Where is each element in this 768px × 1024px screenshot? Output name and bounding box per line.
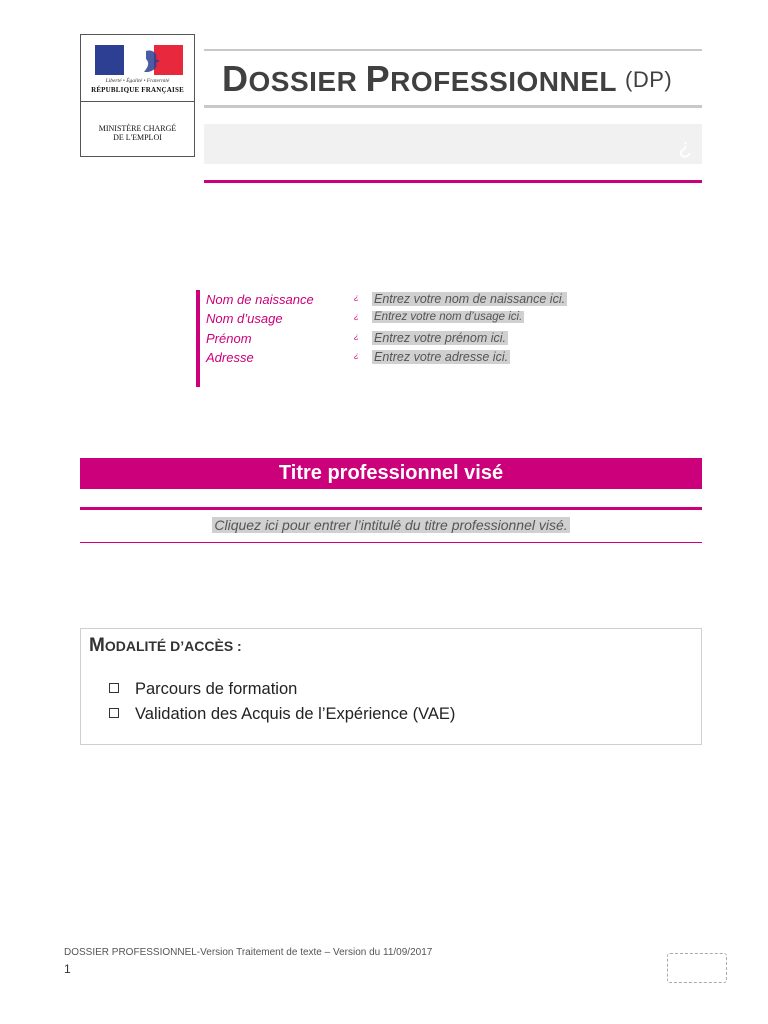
modalite-box (80, 628, 702, 745)
identity-row-nom-usage (206, 311, 606, 331)
title-initial-p: P (365, 58, 391, 99)
title-initial-d: D (222, 58, 249, 99)
option-parcours-formation[interactable] (109, 680, 297, 702)
label-nom-naissance: Nom de naissance (206, 292, 314, 307)
identity-row-nom-naissance (206, 292, 606, 312)
identity-row-adresse (206, 350, 606, 370)
republic-motto: Liberté • Égalité • Fraternité (105, 78, 170, 84)
titre-heading: Titre professionnel visé (80, 458, 702, 489)
label-nom-usage: Nom d’usage (206, 311, 283, 326)
modalite-title-initial: M (89, 635, 105, 656)
identity-accent-bar (196, 290, 200, 387)
input-nom-naissance[interactable]: Entrez votre nom de naissance ici. (374, 292, 566, 306)
header-bottom-rule (204, 105, 702, 108)
field-marker: ¿ (354, 312, 359, 321)
modalite-title (89, 635, 242, 657)
titre-bottom-rule (80, 542, 702, 543)
government-logo (80, 34, 195, 157)
footer-frame (667, 953, 727, 983)
option-vae[interactable] (109, 705, 455, 727)
input-nom-usage[interactable]: Entrez votre nom d’usage ici. (374, 311, 523, 323)
header-accent-rule (204, 180, 702, 183)
title-suffix: (DP) (625, 67, 673, 92)
title-word-1: OSSIER (248, 66, 366, 97)
option-label: Validation des Acquis de l’Expérience (VAE) (135, 705, 456, 723)
input-prenom[interactable]: Entrez votre prénom ici. (374, 331, 506, 345)
header-grey-band (204, 124, 702, 164)
ministry-name (81, 124, 194, 142)
ministry-line-2: DE L'EMPLOI (113, 133, 162, 142)
marianne-profile-icon (142, 49, 164, 73)
document-title (222, 58, 672, 100)
logo-top-section (81, 35, 194, 102)
titre-top-rule (80, 507, 702, 510)
ministry-line-1: MINISTÈRE CHARGÉ (98, 124, 177, 133)
field-marker: ¿ (354, 332, 359, 341)
modalite-title-rest: ODALITÉ D’ACCÈS : (104, 638, 242, 654)
titre-input[interactable]: Cliquez ici pour entrer l’intitulé du titre professionnel visé. (214, 517, 568, 533)
field-marker: ¿ (354, 351, 359, 360)
option-label: Parcours de formation (135, 680, 298, 698)
republic-name: RÉPUBLIQUE FRANÇAISE (91, 86, 184, 94)
identity-row-prenom (206, 331, 606, 351)
label-adresse: Adresse (206, 350, 254, 365)
french-flag-icon (95, 45, 183, 75)
band-mark: ¿ (678, 134, 692, 159)
footer-text: DOSSIER PROFESSIONNEL-Version Traitement de texte – Version du 11/09/2017 (64, 947, 433, 958)
checkbox-vae[interactable] (109, 708, 119, 718)
field-marker: ¿ (354, 293, 359, 302)
title-word-2: ROFESSIONNEL (390, 66, 618, 97)
label-prenom: Prénom (206, 331, 252, 346)
titre-input-row (80, 517, 702, 535)
checkbox-parcours-formation[interactable] (109, 683, 119, 693)
header-top-rule (204, 49, 702, 51)
input-adresse[interactable]: Entrez votre adresse ici. (374, 350, 509, 364)
page-number: 1 (64, 962, 71, 976)
